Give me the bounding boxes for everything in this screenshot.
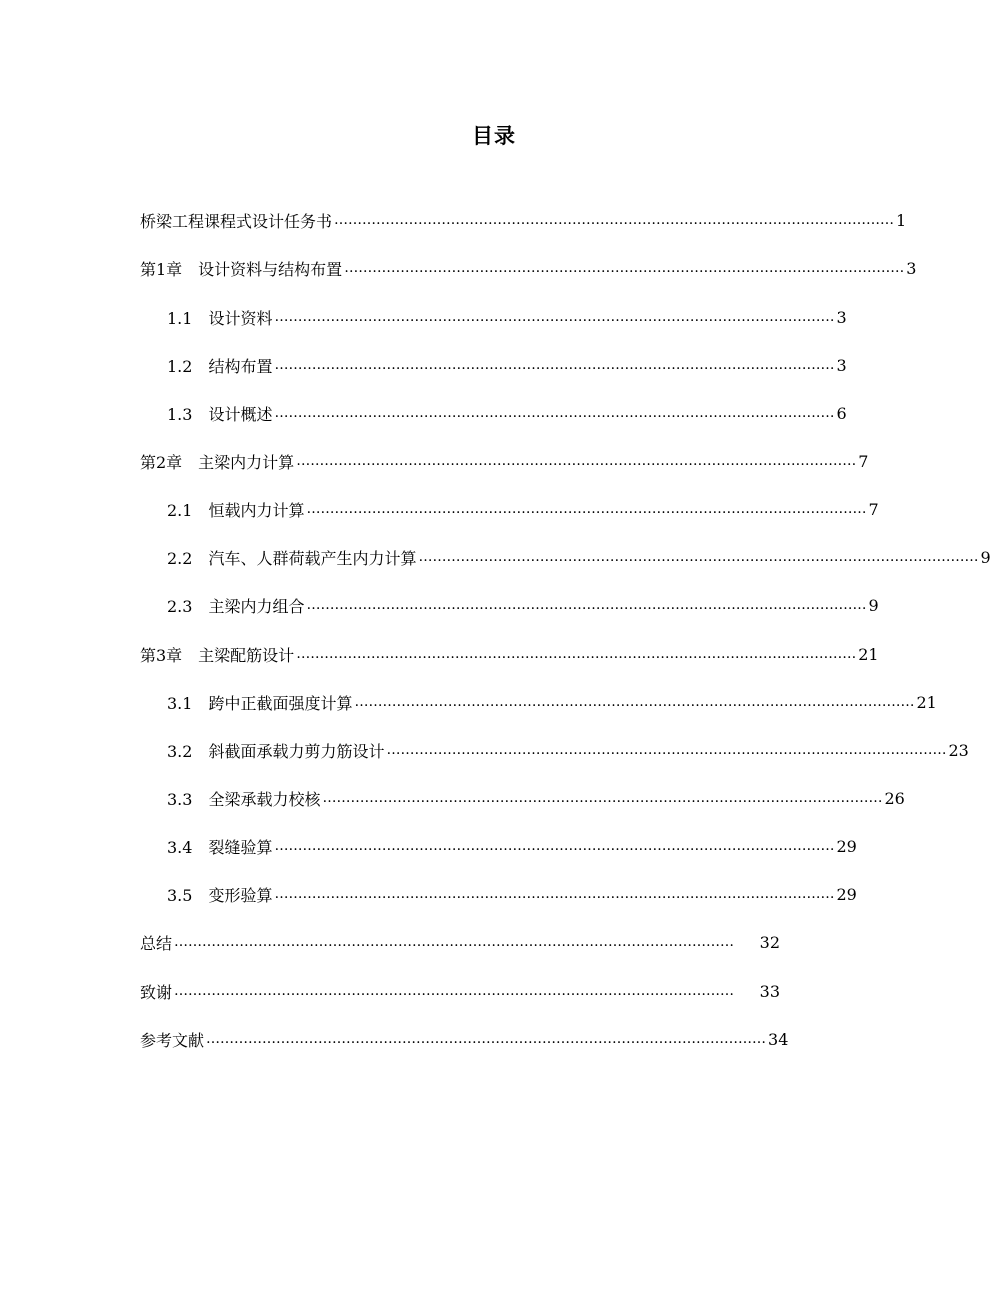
toc-entry-section-3-3[interactable] [167,786,905,810]
toc-entry-page: 7 [858,451,869,471]
toc-entry-title: 桥梁工程课程式设计任务书 [140,211,333,231]
toc-entry-title: 第3章 主梁配筋设计 [140,645,295,665]
toc-dot-leader: ………………………………………………………………………………………………………… [306,501,867,517]
toc-dot-leader: ………………………………………………………………………………………………………… [386,742,947,758]
toc-entry-title: 1.3 设计概述 [167,404,273,424]
toc-dot-leader: ………………………………………………………………………………………………………… [206,1031,767,1047]
toc-entry-title: 2.1 恒载内力计算 [167,500,305,520]
toc-entry-chapter-3[interactable] [140,642,879,666]
toc-entry-title: 总结 [140,933,173,953]
toc-entry-page: 23 [948,740,969,760]
toc-entry-title: 3.1 跨中正截面强度计算 [167,693,353,713]
toc-entry-title: 第1章 设计资料与结构布置 [140,259,343,279]
toc-entry-page: 26 [884,788,905,808]
toc-dot-leader: ………………………………………………………………………………………………………… [418,549,979,565]
toc-dot-leader: ………………………………………………………………………………………………………… [274,838,835,854]
toc-dot-leader: ………………………………………………………………………………………………………… [344,260,905,276]
toc-entry-page: 21 [858,644,879,664]
toc-entry-page: 34 [768,1029,789,1049]
toc-dot-leader: ………………………………………………………………………………………………………… [296,453,857,469]
toc-dot-leader: ………………………………………………………………………………………………………… [274,405,835,421]
toc-entry-title: 1.2 结构布置 [167,356,273,376]
toc-entry-title: 参考文献 [140,1030,205,1050]
toc-entry-page: 3 [836,355,847,375]
toc-dot-leader: ………………………………………………………………………………………………………… [274,357,835,373]
toc-entry-references[interactable] [140,1027,789,1051]
toc-entry-chapter-2[interactable] [140,449,869,473]
toc-entry-page: 29 [836,884,857,904]
toc-entry-section-2-2[interactable] [167,545,991,569]
toc-dot-leader: ………………………………………………………………………………………………………… [322,790,883,806]
toc-entry-title: 1.1 设计资料 [167,308,273,328]
toc-dot-leader: ………………………………………………………………………………………………………… [174,934,735,950]
toc-entry-page: 1 [896,210,907,230]
toc-entry-page: 32 [759,932,780,952]
toc-entry-section-1-1[interactable] [167,305,847,329]
toc-entry-title: 第2章 主梁内力计算 [140,452,295,472]
toc-dot-leader: ………………………………………………………………………………………………………… [274,886,835,902]
toc-entry-page: 33 [759,981,780,1001]
toc-entry-page: 9 [868,595,879,615]
toc-entry-title: 3.3 全梁承载力校核 [167,789,321,809]
toc-entry-page: 21 [916,692,937,712]
toc-entry-section-2-1[interactable] [167,497,879,521]
toc-entry-page: 7 [868,499,879,519]
toc-entry-title: 2.3 主梁内力组合 [167,596,305,616]
toc-entry-title: 3.4 裂缝验算 [167,837,273,857]
toc-entry-section-3-4[interactable] [167,834,857,858]
toc-entry-acknowledgements[interactable] [140,979,780,1003]
toc-entry-title: 3.5 变形验算 [167,885,273,905]
toc-entry-section-1-3[interactable] [167,401,847,425]
toc-entry-section-3-1[interactable] [167,690,937,714]
toc-entry-section-1-2[interactable] [167,353,847,377]
toc-entry-page: 9 [980,547,991,567]
toc-entry-section-2-3[interactable] [167,593,879,617]
toc-entry-title: 3.2 斜截面承载力剪力筋设计 [167,741,385,761]
toc-dot-leader: ………………………………………………………………………………………………………… [274,309,835,325]
toc-entry-section-3-2[interactable] [167,738,969,762]
toc-entry-page: 3 [906,258,917,278]
toc-entry-page: 3 [836,307,847,327]
toc-entry-section-3-5[interactable] [167,882,857,906]
toc-dot-leader: ………………………………………………………………………………………………………… [174,983,735,999]
toc-dot-leader: ………………………………………………………………………………………………………… [296,646,857,662]
toc-entry-page: 6 [836,403,847,423]
toc-entry-task-book[interactable] [140,208,907,232]
toc-dot-leader: ………………………………………………………………………………………………………… [334,212,895,228]
toc-dot-leader: ………………………………………………………………………………………………………… [306,597,867,613]
toc-entry-page: 29 [836,836,857,856]
toc-entry-title: 2.2 汽车、人群荷载产生内力计算 [167,548,417,568]
toc-dot-leader: ………………………………………………………………………………………………………… [354,694,915,710]
page-title: 目录 [472,124,516,148]
toc-entry-summary[interactable] [140,930,780,954]
toc-entry-chapter-1[interactable] [140,256,917,280]
toc-entry-title: 致谢 [140,982,173,1002]
